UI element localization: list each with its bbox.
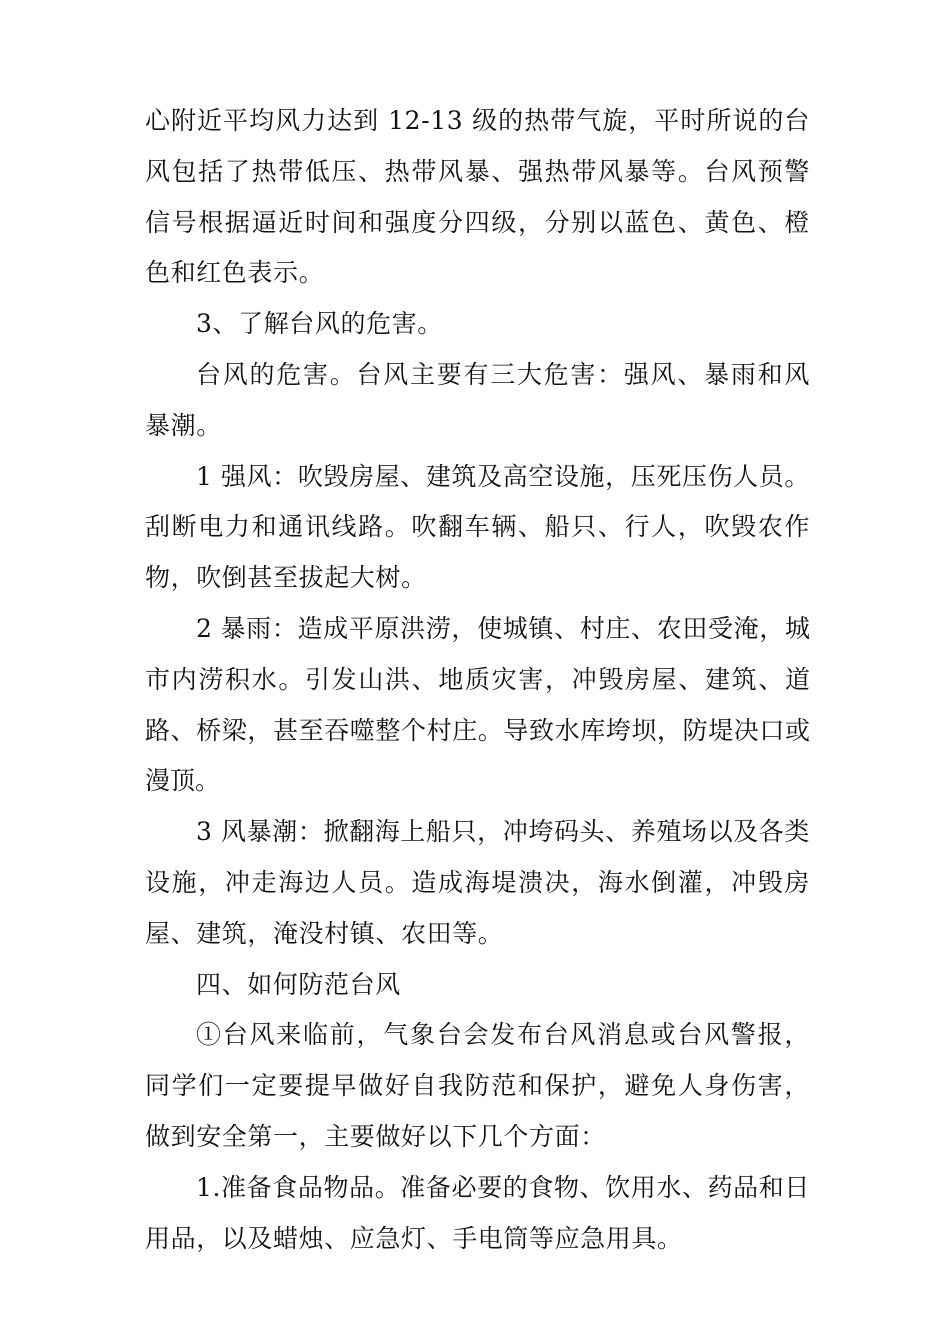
paragraph-typhoon-definition: 心附近平均风力达到 12-13 级的热带气旋，平时所说的台风包括了热带低压、热带风暴、强热带风暴等。台风预警信号根据逼近时间和强度分四级，分别以蓝色、黄色、橙色和红色表示。	[145, 106, 810, 288]
paragraph-hazards-overview: 台风的危害。台风主要有三大危害：强风、暴雨和风暴潮。	[145, 359, 810, 440]
paragraph-hazards-heading: 3、了解台风的危害。	[196, 309, 443, 339]
section-heading-prevention: 四、如何防范台风	[196, 969, 401, 999]
document-body	[145, 96, 810, 1264]
paragraph-strong-wind: 1 强风：吹毁房屋、建筑及高空设施，压死压伤人员。刮断电力和通讯线路。吹翻车辆、船只、行人，吹毁农作物，吹倒甚至拔起大树。	[145, 461, 810, 593]
paragraph-storm-surge: 3 风暴潮：掀翻海上船只，冲垮码头、养殖场以及各类设施，冲走海边人员。造成海堤溃决，海水倒灌，冲毁房屋、建筑，淹没村镇、农田等。	[145, 817, 810, 948]
paragraph-before-typhoon: ①台风来临前，气象台会发布台风消息或台风警报，同学们一定要提早做好自我防范和保护，避免人身伤害，做到安全第一，主要做好以下几个方面：	[145, 1020, 810, 1151]
paragraph-rainstorm: 2 暴雨：造成平原洪涝，使城镇、村庄、农田受淹，城市内涝积水。引发山洪、地质灾害，冲毁房屋、建筑、道路、桥梁，甚至吞噬整个村庄。导致水库垮坝，防堤决口或漫顶。	[145, 613, 810, 796]
paragraph-prepare-supplies: 1.准备食品物品。准备必要的食物、饮用水、药品和日用品，以及蜡烛、应急灯、手电筒等应急用具。	[145, 1172, 810, 1253]
